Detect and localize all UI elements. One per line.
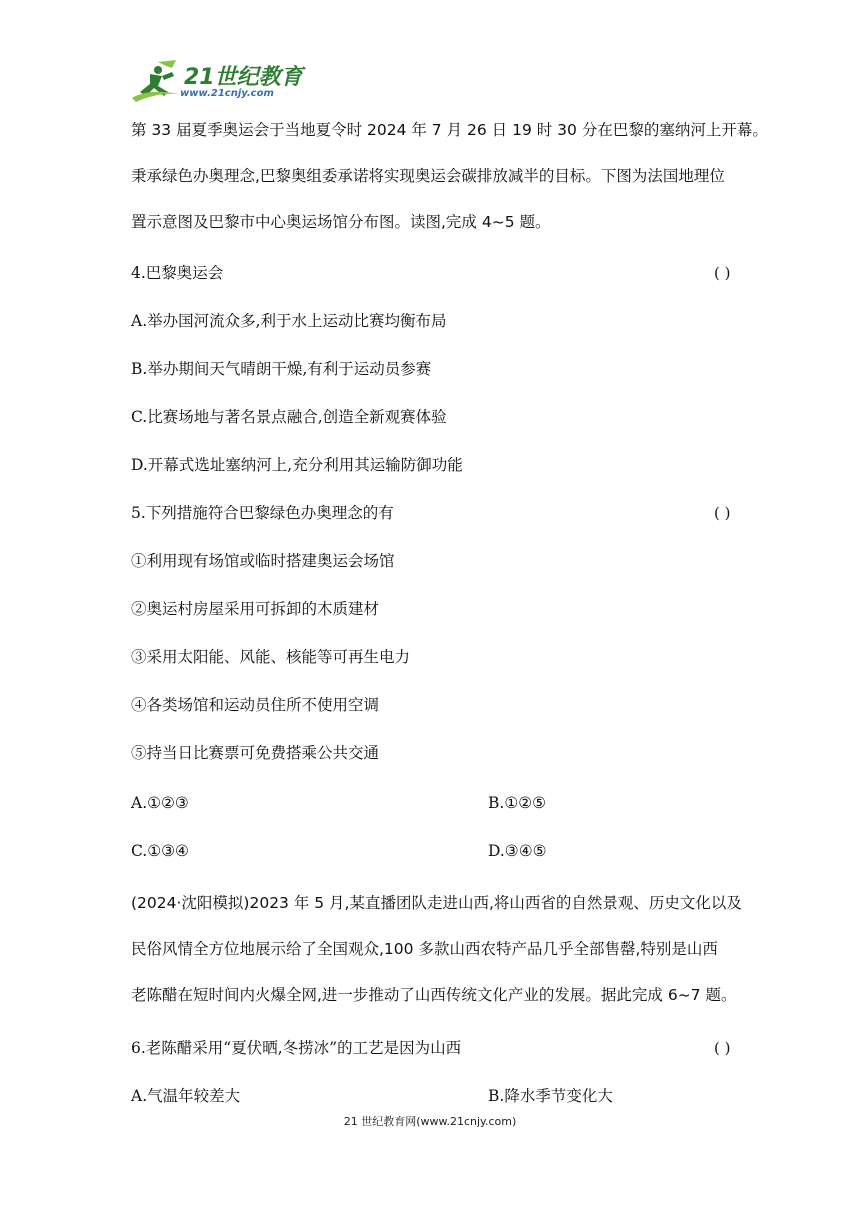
- q6-stem: 6.老陈醋采用“夏伏晒,冬捞冰”的工艺是因为山西: [131, 1039, 462, 1057]
- q4-option-b: B.举办期间天气晴朗干燥,有利于运动员参赛: [131, 360, 432, 378]
- q6-option-b: B.降水季节变化大: [488, 1087, 613, 1105]
- q5-answer-bracket: ( ): [714, 504, 731, 522]
- q4-stem: 4.巴黎奥运会: [131, 264, 224, 282]
- runner-logo-icon: [128, 58, 188, 106]
- q5-option-d: D.③④⑤: [488, 842, 547, 860]
- logo-brand-text: 21世纪教育: [184, 65, 303, 90]
- q5-item-5: ⑤持当日比赛票可免费搭乘公共交通: [131, 744, 380, 762]
- intro2-line1: (2024·沈阳模拟)2023 年 5 月,某直播团队走进山西,将山西省的自然景观、历史文化以及: [131, 894, 742, 912]
- intro1-line3: 置示意图及巴黎市中心奥运场馆分布图。读图,完成 4~5 题。: [131, 213, 551, 231]
- q5-item-3: ③采用太阳能、风能、核能等可再生电力: [131, 648, 411, 666]
- intro1-line1: 第 33 届夏季奥运会于当地夏令时 2024 年 7 月 26 日 19 时 30 分在巴黎的塞纳河上开幕。: [131, 121, 768, 139]
- q5-item-2: ②奥运村房屋采用可拆卸的木质建材: [131, 600, 380, 618]
- q5-option-c: C.①③④: [131, 842, 189, 860]
- page-footer: 21 世纪教育网(www.21cnjy.com): [343, 1115, 517, 1128]
- q6-option-a: A.气温年较差大: [131, 1087, 241, 1105]
- q4-option-c: C.比赛场地与著名景点融合,创造全新观赛体验: [131, 408, 447, 426]
- q5-item-1: ①利用现有场馆或临时搭建奥运会场馆: [131, 552, 395, 570]
- q5-option-b: B.①②⑤: [488, 794, 547, 812]
- intro2-line2: 民俗风情全方位地展示给了全国观众,100 多款山西农特产品几乎全部售罄,特别是山西: [131, 940, 718, 958]
- q5-stem: 5.下列措施符合巴黎绿色办奥理念的有: [131, 504, 394, 522]
- q4-answer-bracket: ( ): [714, 264, 731, 282]
- site-logo: [128, 58, 308, 108]
- q5-option-a: A.①②③: [131, 794, 189, 812]
- logo-url-text: www.21cnjy.com: [180, 88, 274, 99]
- intro1-line2: 秉承绿色办奥理念,巴黎奥组委承诺将实现奥运会碳排放减半的目标。下图为法国地理位: [131, 167, 725, 185]
- q6-answer-bracket: ( ): [714, 1039, 731, 1057]
- q5-item-4: ④各类场馆和运动员住所不使用空调: [131, 696, 380, 714]
- q4-option-d: D.开幕式选址塞纳河上,充分利用其运输防御功能: [131, 456, 463, 474]
- q4-option-a: A.举办国河流众多,利于水上运动比赛均衡布局: [131, 312, 447, 330]
- intro2-line3: 老陈醋在短时间内火爆全网,进一步推动了山西传统文化产业的发展。据此完成 6~7 题。: [131, 986, 737, 1004]
